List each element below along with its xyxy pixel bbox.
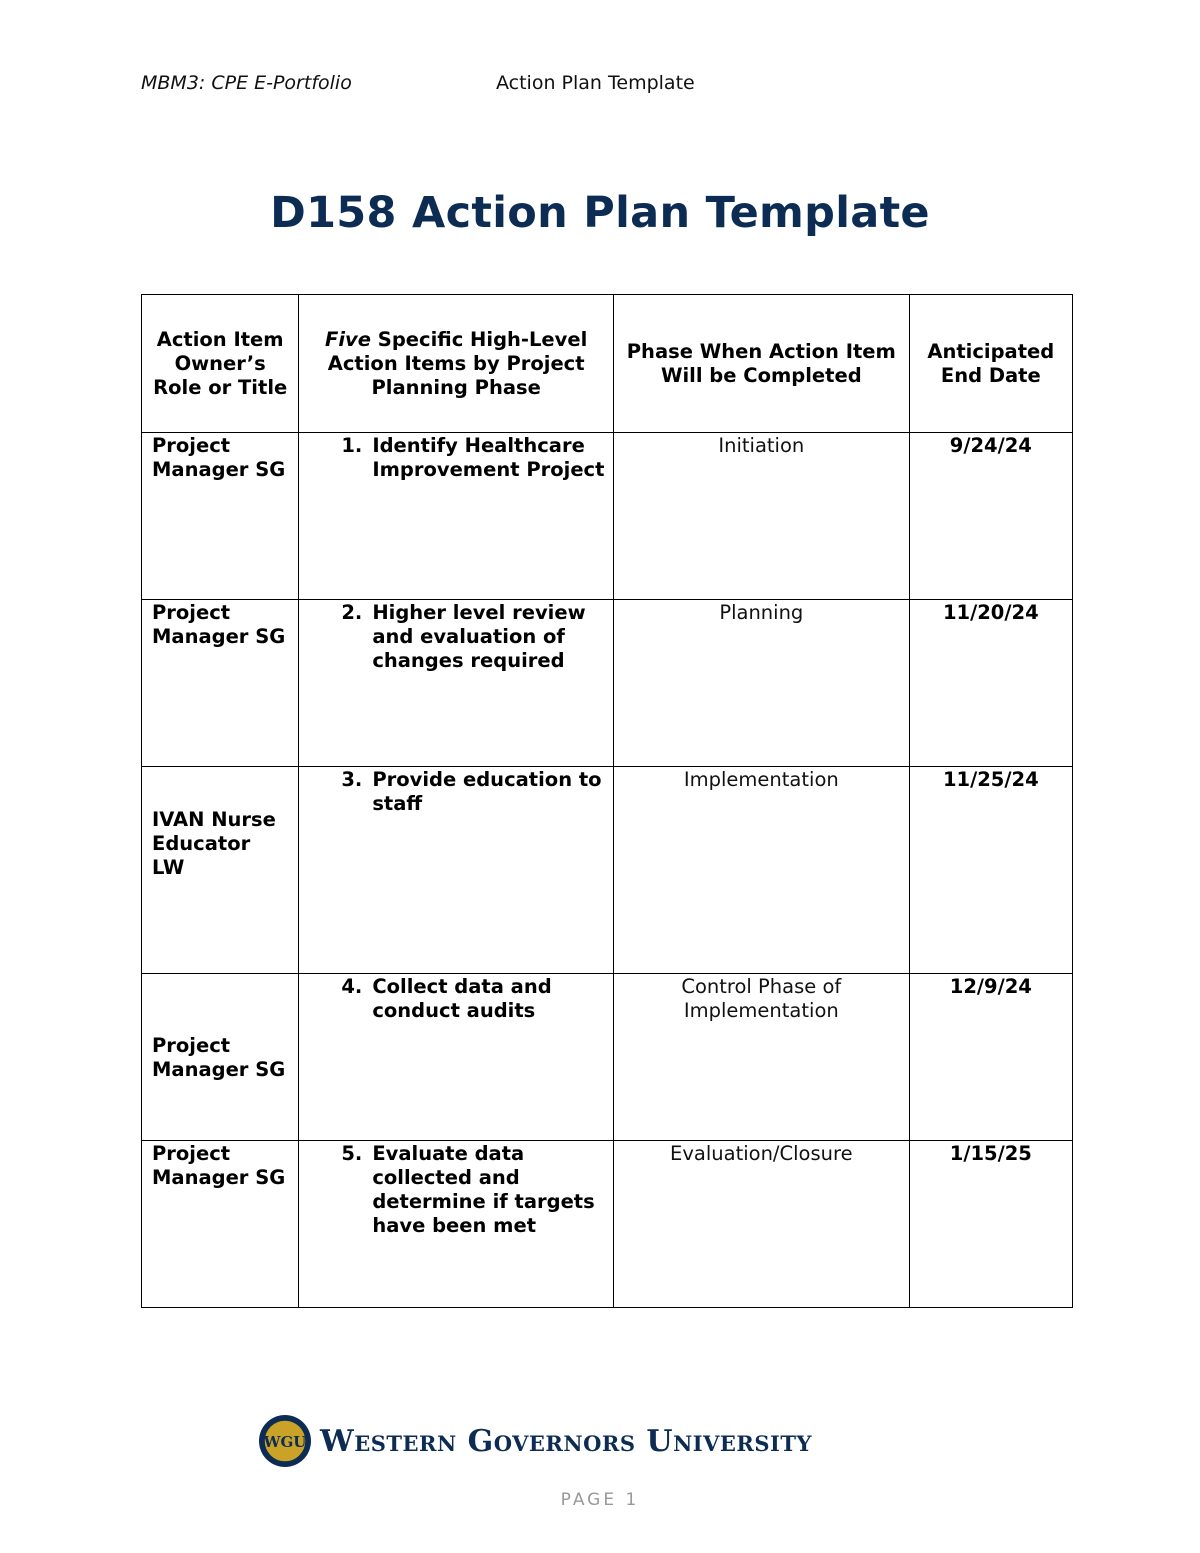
owner-cell: Project Manager SG [142, 433, 299, 600]
end-date-cell: 9/24/24 [909, 433, 1072, 600]
table-row [142, 600, 1073, 767]
owner-cell: Project Manager SG [142, 1141, 299, 1308]
owner-cell: Project Manager SG [142, 974, 299, 1141]
page-title: D158 Action Plan Template [270, 188, 930, 238]
header-doc-title: Action Plan Template [496, 72, 695, 94]
table-row [142, 974, 1073, 1141]
header-owner: Action Item Owner’s Role or Title [142, 295, 299, 433]
phase-cell: Initiation [614, 433, 910, 600]
item-number: 1. [341, 434, 363, 457]
header-end-date: Anticipated End Date [909, 295, 1072, 433]
end-date-cell: 12/9/24 [909, 974, 1072, 1141]
header-action-items [299, 295, 614, 433]
item-number: 4. [341, 975, 363, 998]
item-text: Provide education to staff [372, 768, 602, 815]
owner-cell: IVAN Nurse Educator LW [142, 767, 299, 974]
action-item-cell [299, 974, 614, 1141]
action-item-cell [299, 767, 614, 974]
action-item-cell [299, 1141, 614, 1308]
phase-cell: Planning [614, 600, 910, 767]
item-number: 3. [341, 768, 363, 791]
seal-letters: WGU [263, 1433, 307, 1451]
table-row [142, 433, 1073, 600]
action-plan-table [141, 294, 1073, 1308]
action-item-cell [299, 433, 614, 600]
wgu-seal-icon [258, 1414, 312, 1468]
end-date-cell: 11/20/24 [909, 600, 1072, 767]
end-date-cell: 11/25/24 [909, 767, 1072, 974]
item-number: 2. [341, 601, 363, 624]
item-number: 5. [341, 1142, 363, 1165]
header-items-italic: Five [325, 327, 371, 351]
page-number: PAGE 1 [560, 1490, 640, 1510]
header-course: MBM3: CPE E-Portfolio [141, 72, 352, 94]
phase-cell: Evaluation/Closure [614, 1141, 910, 1308]
item-text: Collect data and conduct audits [372, 975, 552, 1022]
header-phase: Phase When Action Item Will be Completed [614, 295, 910, 433]
table-row [142, 767, 1073, 974]
phase-cell: Control Phase of Implementation [614, 974, 910, 1141]
header-items-rest: Specific High-Level Action Items by Project Planning Phase [327, 327, 588, 399]
action-item-cell [299, 600, 614, 767]
phase-cell: Implementation [614, 767, 910, 974]
table-header-row [142, 295, 1073, 433]
wgu-logo [258, 1412, 908, 1470]
owner-cell: Project Manager SG [142, 600, 299, 767]
item-text: Identify Healthcare Improvement Project [372, 434, 605, 481]
end-date-cell: 1/15/25 [909, 1141, 1072, 1308]
item-text: Higher level review and evaluation of changes required [372, 601, 586, 672]
table-row [142, 1141, 1073, 1308]
item-text: Evaluate data collected and determine if targets have been met [372, 1142, 595, 1237]
wgu-wordmark: Western Governors University [320, 1423, 812, 1459]
